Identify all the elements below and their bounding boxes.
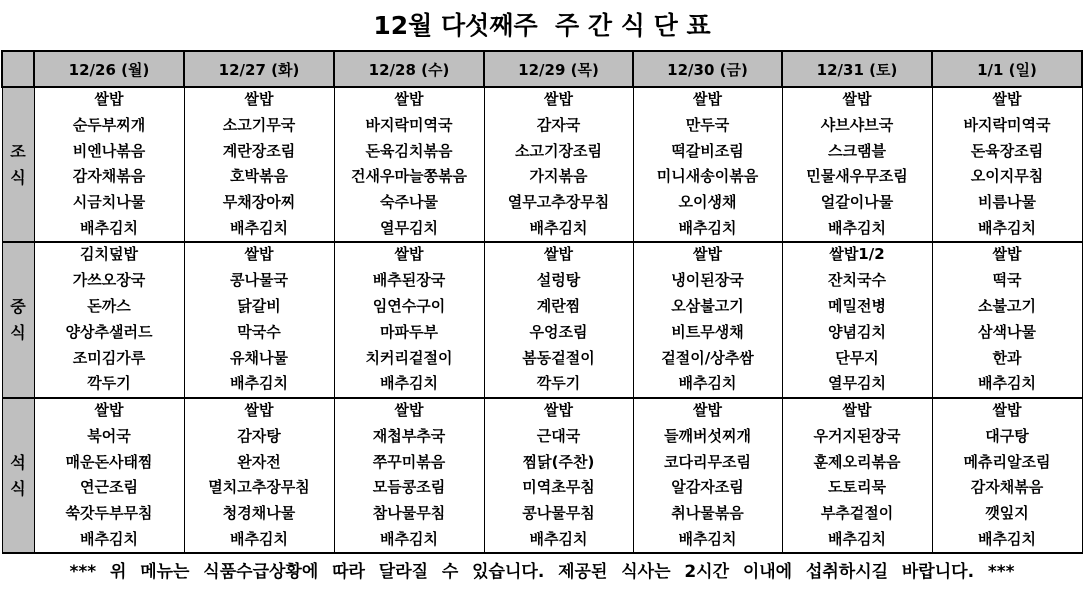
- day-header-row: [2, 51, 1082, 87]
- menu-item: 청경채나물: [222, 503, 296, 522]
- menu-item: 쌀밥: [394, 400, 424, 419]
- meal-label-char: 석: [10, 452, 26, 472]
- menu-item: 닭갈비: [237, 297, 281, 316]
- menu-body: [2, 87, 1082, 553]
- menu-item: 배추김치: [80, 529, 138, 548]
- menu-item: 감자탕: [237, 426, 281, 445]
- menu-cell: [334, 398, 484, 553]
- menu-item: 쌀밥: [842, 400, 872, 419]
- meal-label-char: 식: [10, 323, 26, 343]
- menu-item: 계란장조림: [222, 141, 296, 160]
- menu-cell: [932, 398, 1082, 553]
- menu-item: 알감자조림: [671, 478, 744, 497]
- menu-item: 배추김치: [380, 529, 438, 548]
- day-header: 12/29 (목): [484, 51, 633, 87]
- menu-item: 메밀전병: [828, 297, 886, 316]
- menu-item: 미역초무침: [522, 478, 595, 497]
- menu-item: 호박볶음: [230, 167, 288, 186]
- menu-item: 배추김치: [529, 218, 588, 237]
- menu-item: 찜닭(주찬): [522, 452, 595, 471]
- menu-item: 쑥갓두부무침: [65, 503, 153, 522]
- menu-cell: [334, 87, 484, 242]
- menu-item: 양상추샐러드: [65, 322, 153, 341]
- menu-item: 콩나물국: [230, 271, 288, 290]
- menu-item: 쌀밥: [394, 90, 424, 108]
- menu-item: 근대국: [536, 426, 581, 445]
- page-title: 12월 다섯째주 주 간 식 단 표: [373, 11, 711, 40]
- menu-item: 배추된장국: [372, 271, 446, 290]
- menu-item: 비트무생채: [671, 322, 744, 341]
- menu-item: 코다리무조림: [664, 452, 751, 471]
- footer-notice: *** 위 메뉴는 식품수급상황에 따라 달라질 수 있습니다. 제공된 식사는 2시간 이내에 섭취하시길 바랍니다. ***: [69, 562, 1015, 582]
- menu-item: 쌀밥: [94, 90, 124, 108]
- menu-item: 메츄리알조림: [963, 452, 1051, 471]
- menu-cell: [932, 242, 1082, 397]
- menu-item: 시금치나물: [72, 193, 146, 212]
- meal-label-char: 식: [10, 167, 26, 187]
- menu-item: 참나물무침: [372, 503, 446, 522]
- menu-item: 대구탕: [985, 426, 1029, 445]
- menu-item: 훈제오리볶음: [813, 452, 901, 471]
- menu-item: 오삼불고기: [671, 297, 744, 316]
- menu-item: 배추김치: [380, 374, 438, 393]
- menu-item: 쌀밥: [244, 90, 274, 108]
- meal-row: [2, 398, 1082, 553]
- menu-item: 삼색나물: [978, 322, 1036, 341]
- menu-item: 비엔나볶음: [72, 141, 146, 160]
- menu-item: 가쓰오장국: [72, 271, 146, 290]
- menu-item: 깍두기: [87, 374, 131, 393]
- menu-item: 단무지: [835, 348, 879, 367]
- menu-item: 열무김치: [828, 374, 886, 393]
- menu-cell: [34, 398, 184, 553]
- menu-item: 배추김치: [230, 529, 288, 548]
- menu-item: 쌀밥: [244, 400, 274, 419]
- day-header: 12/26 (월): [34, 51, 184, 87]
- menu-item: 멸치고추장무침: [208, 478, 310, 497]
- menu-item: 배추김치: [678, 529, 737, 548]
- menu-item: 콩나물무침: [522, 503, 595, 522]
- menu-cell: [484, 87, 633, 242]
- meal-label-char: 식: [10, 478, 26, 498]
- menu-cell: [484, 398, 633, 553]
- menu-item: 떡국: [992, 271, 1022, 290]
- menu-item: 소고기장조림: [515, 141, 602, 160]
- menu-item: 완자전: [237, 452, 281, 471]
- menu-cell: [782, 398, 932, 553]
- menu-item: 김치덮밥: [80, 245, 138, 264]
- menu-item: 소불고기: [978, 297, 1036, 316]
- weekly-menu-table: [1, 50, 1083, 554]
- menu-item: 오이지무침: [970, 167, 1044, 186]
- menu-cell: [334, 242, 484, 397]
- meal-label-char: 조: [10, 141, 26, 161]
- menu-item: 배추김치: [978, 529, 1036, 548]
- menu-item: 쌀밥: [544, 400, 573, 419]
- menu-item: 오이생채: [678, 193, 737, 212]
- menu-item: 매운돈사태찜: [65, 452, 153, 471]
- menu-item: 얼갈이나물: [820, 193, 894, 212]
- menu-item: 한과: [992, 348, 1022, 367]
- corner-cell: [2, 51, 34, 87]
- day-header: 1/1 (일): [932, 51, 1082, 87]
- menu-item: 쌀밥: [693, 400, 722, 419]
- menu-item: 바지락미역국: [963, 116, 1051, 134]
- menu-item: 쌀밥1/2: [829, 245, 885, 264]
- menu-item: 쌀밥: [992, 400, 1022, 419]
- menu-item: 쌀밥: [992, 245, 1022, 264]
- menu-cell: [633, 242, 782, 397]
- menu-item: 마파두부: [380, 322, 438, 341]
- menu-item: 쌀밥: [544, 245, 573, 264]
- menu-item: 도토리묵: [828, 478, 886, 497]
- menu-item: 깍두기: [536, 374, 581, 393]
- menu-item: 순두부찌개: [72, 116, 146, 134]
- menu-item: 배추김치: [80, 218, 138, 237]
- menu-item: 떡갈비조림: [671, 141, 744, 160]
- menu-item: 열무고추장무침: [507, 193, 610, 212]
- menu-item: 북어국: [87, 426, 131, 445]
- menu-item: 우거지된장국: [813, 426, 901, 445]
- menu-item: 잔치국수: [828, 271, 886, 290]
- meal-label-char: 중: [10, 297, 26, 317]
- menu-item: 쭈꾸미볶음: [372, 452, 446, 471]
- menu-item: 쌀밥: [94, 400, 124, 419]
- menu-item: 막국수: [237, 322, 281, 341]
- menu-item: 감자채볶음: [970, 478, 1044, 497]
- menu-cell: [34, 87, 184, 242]
- menu-item: 조미김가루: [72, 348, 146, 367]
- menu-item: 들깨버섯찌개: [664, 426, 751, 445]
- menu-item: 계란찜: [536, 297, 581, 316]
- menu-item: 연근조림: [80, 478, 138, 497]
- menu-item: 쌀밥: [544, 90, 573, 108]
- menu-item: 취나물볶음: [671, 503, 744, 522]
- menu-item: 가지볶음: [529, 167, 588, 186]
- menu-cell: [184, 242, 334, 397]
- day-header: 12/27 (화): [184, 51, 334, 87]
- menu-item: 샤브샤브국: [820, 116, 894, 134]
- menu-cell: [484, 242, 633, 397]
- menu-item: 숙주나물: [380, 193, 438, 212]
- menu-item: 민물새우무조림: [806, 167, 908, 186]
- menu-cell: [633, 87, 782, 242]
- menu-item: 감자채볶음: [72, 167, 146, 186]
- menu-item: 쌀밥: [394, 245, 424, 264]
- menu-cell: [782, 242, 932, 397]
- menu-item: 스크램블: [828, 141, 886, 160]
- menu-cell: [184, 87, 334, 242]
- meal-label: [2, 242, 34, 397]
- menu-item: 깻잎지: [985, 503, 1029, 522]
- menu-item: 우엉조림: [529, 322, 588, 341]
- menu-item: 배추김치: [529, 529, 588, 548]
- menu-item: 돈까스: [87, 297, 131, 316]
- menu-item: 냉이된장국: [671, 271, 744, 290]
- menu-item: 재첩부추국: [372, 426, 446, 445]
- menu-item: 쌀밥: [693, 245, 722, 264]
- menu-cell: [184, 398, 334, 553]
- menu-item: 배추김치: [978, 218, 1036, 237]
- menu-item: 유채나물: [230, 348, 288, 367]
- menu-cell: [34, 242, 184, 397]
- menu-cell: [782, 87, 932, 242]
- day-header: 12/31 (토): [782, 51, 932, 87]
- meal-row: [2, 242, 1082, 397]
- menu-item: 돈육장조림: [970, 141, 1044, 160]
- menu-item: 부추겉절이: [820, 503, 894, 522]
- meal-label: [2, 398, 34, 553]
- menu-item: 양념김치: [828, 322, 886, 341]
- menu-item: 쌀밥: [842, 90, 872, 108]
- menu-item: 임연수구이: [372, 297, 446, 316]
- menu-cell: [633, 398, 782, 553]
- menu-item: 봄동겉절이: [522, 348, 595, 367]
- menu-item: 소고기무국: [222, 116, 296, 134]
- menu-item: 열무김치: [380, 218, 438, 237]
- menu-item: 배추김치: [678, 218, 737, 237]
- menu-item: 겉절이/상추쌈: [661, 348, 754, 367]
- menu-item: 무채장아찌: [222, 193, 296, 212]
- menu-item: 배추김치: [230, 218, 288, 237]
- day-header: 12/28 (수): [334, 51, 484, 87]
- menu-item: 만두국: [685, 116, 730, 134]
- menu-item: 건새우마늘쫑볶음: [351, 167, 467, 186]
- menu-item: 감자국: [536, 116, 581, 134]
- menu-item: 치커리겉절이: [365, 348, 453, 367]
- menu-item: 바지락미역국: [365, 116, 453, 134]
- menu-item: 모듬콩조림: [372, 478, 446, 497]
- menu-item: 배추김치: [230, 374, 288, 393]
- menu-item: 비름나물: [978, 193, 1036, 212]
- day-header: 12/30 (금): [633, 51, 782, 87]
- meal-row: [2, 87, 1082, 242]
- menu-item: 배추김치: [978, 374, 1036, 393]
- menu-item: 돈육김치볶음: [365, 141, 453, 160]
- menu-cell: [932, 87, 1082, 242]
- menu-item: 쌀밥: [693, 90, 722, 108]
- menu-item: 배추김치: [678, 374, 737, 393]
- menu-item: 미니새송이볶음: [656, 167, 759, 186]
- menu-item: 쌀밥: [244, 245, 274, 264]
- menu-item: 배추김치: [828, 529, 886, 548]
- menu-item: 쌀밥: [992, 90, 1022, 108]
- menu-item: 배추김치: [828, 218, 886, 237]
- menu-item: 설렁탕: [536, 271, 581, 290]
- meal-label: [2, 87, 34, 242]
